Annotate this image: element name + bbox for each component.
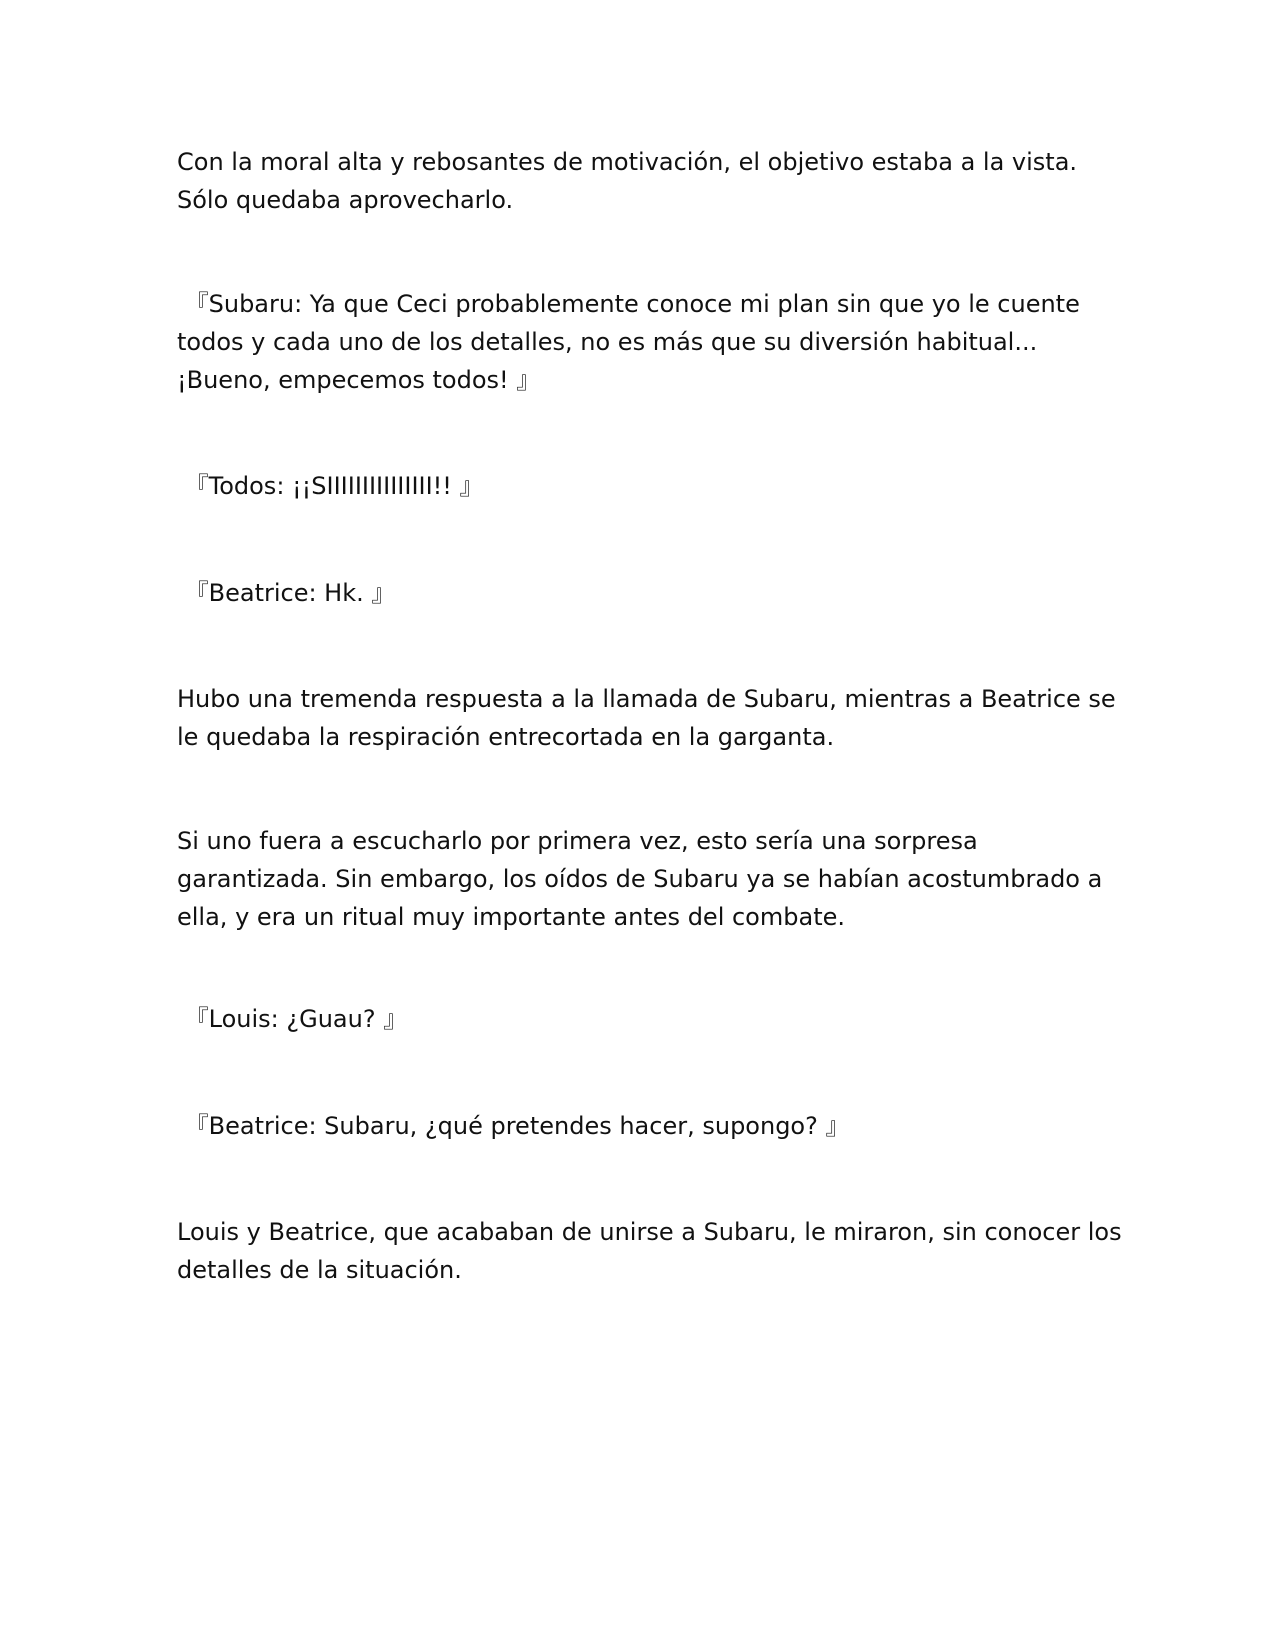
paragraph-narration-1	[177, 143, 1117, 219]
paragraph-dialogue-louis	[177, 1000, 1117, 1038]
text-line: 『Subaru: Ya que Ceci probablemente conoce mi plan sin que yo le cuente	[177, 290, 1080, 318]
text-line: Si uno fuera a escucharlo por primera vez, esto sería una sorpresa	[177, 827, 978, 855]
paragraph-dialogue-beatrice-1	[177, 574, 1117, 612]
text-line: 『Beatrice: Subaru, ¿qué pretendes hacer, supongo? 』	[177, 1112, 850, 1140]
text-line: Louis y Beatrice, que acababan de unirse a Subaru, le miraron, sin conocer los	[177, 1218, 1122, 1246]
text-line: 『Todos: ¡¡SIIIIIIIIIIIIIII!! 』	[177, 472, 484, 500]
text-line: 『Beatrice: Hk. 』	[177, 579, 396, 607]
paragraph-dialogue-todos	[177, 467, 1117, 505]
paragraph-dialogue-subaru	[177, 285, 1117, 399]
text-line: Sólo quedaba aprovecharlo.	[177, 186, 514, 214]
paragraph-narration-4	[177, 1213, 1122, 1289]
text-line: Con la moral alta y rebosantes de motivación, el objetivo estaba a la vista.	[177, 148, 1078, 176]
text-line: garantizada. Sin embargo, los oídos de Subaru ya se habían acostumbrado a	[177, 865, 1103, 893]
text-line: Hubo una tremenda respuesta a la llamada de Subaru, mientras a Beatrice se	[177, 685, 1116, 713]
text-line: ¡Bueno, empecemos todos! 』	[177, 366, 541, 394]
text-line: le quedaba la respiración entrecortada en la garganta.	[177, 723, 835, 751]
text-line: detalles de la situación.	[177, 1256, 462, 1284]
text-line: 『Louis: ¿Guau? 』	[177, 1005, 408, 1033]
text-line: ella, y era un ritual muy importante antes del combate.	[177, 903, 845, 931]
paragraph-dialogue-beatrice-2	[177, 1107, 1117, 1145]
text-line: todos y cada uno de los detalles, no es más que su diversión habitual...	[177, 328, 1038, 356]
paragraph-narration-2	[177, 680, 1117, 756]
paragraph-narration-3	[177, 822, 1117, 936]
